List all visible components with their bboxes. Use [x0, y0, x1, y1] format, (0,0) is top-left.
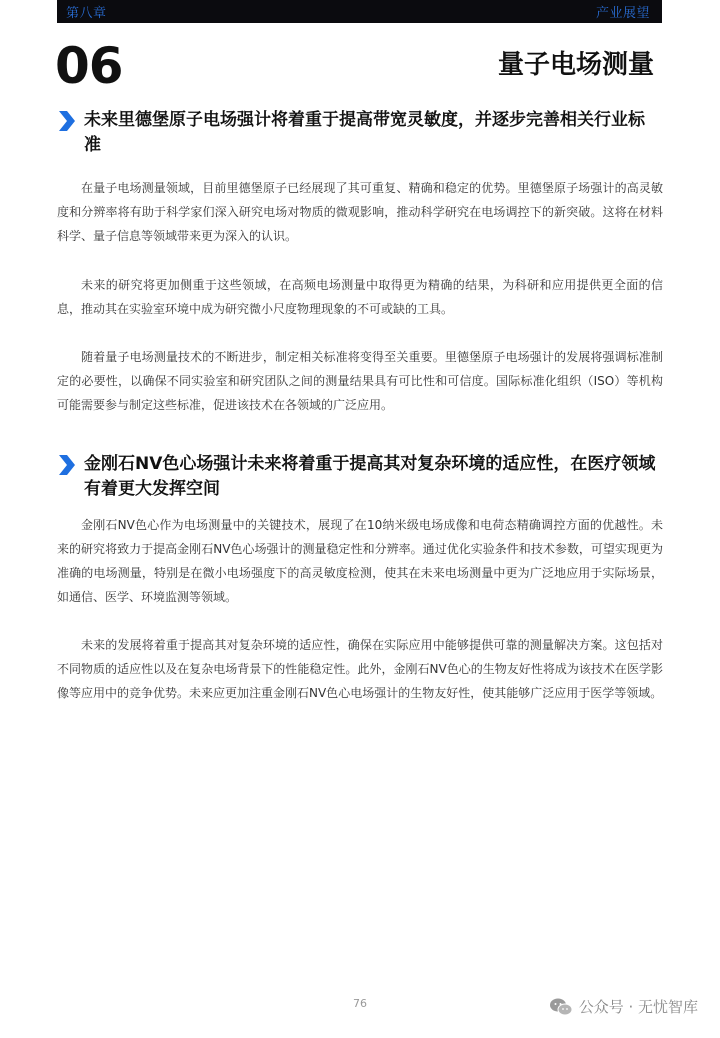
wechat-icon: [549, 997, 573, 1017]
paragraph: 未来的研究将更加侧重于这些领域，在高频电场测量中取得更为精确的结果，为科研和应用提供更全面的信息，推动其在实验室环境中成为研究微小尺度物理现象的不可或缺的工具。: [57, 278, 663, 316]
section-heading-1: [58, 108, 658, 158]
page-title: 量子电场测量: [497, 50, 654, 80]
chapter-label: 第八章: [66, 6, 107, 21]
chapter-number: 06: [55, 37, 123, 95]
chevron-right-icon: [58, 110, 76, 132]
paragraph: 随着量子电场测量技术的不断进步，制定相关标准将变得至关重要。里德堡原子电场强计的发展将强调标准制定的必要性，以确保不同实验室和研究团队之间的测量结果具有可比性和可信度。国际标准化组织（ISO）等机构可能需要参与制定这些标准，促进该技术在各领域的广泛应用。: [57, 350, 663, 412]
paragraph: 未来的发展将着重于提高其对复杂环境的适应性，确保在实际应用中能够提供可靠的测量解决方案。这包括对不同物质的适应性以及在复杂电场背景下的性能稳定性。此外，金刚石NV色心的生物友好性将成为该技术在医学影像等应用中的竞争优势。未来应更加注重金刚石NV色心电场强计的生物友好性，使其能够广泛应用于医学等领域。: [57, 638, 663, 700]
watermark-text: 公众号 · 无忧智库: [578, 998, 698, 1016]
page-number: 76: [353, 997, 367, 1010]
watermark: [549, 996, 698, 1017]
paragraph: 在量子电场测量领域，目前里德堡原子已经展现了其可重复、精确和稳定的优势。里德堡原子场强计的高灵敏度和分辨率将有助于科学家们深入研究电场对物质的微观影响，推动科学研究在电场调控下的新突破。这将在材料科学、量子信息等领域带来更为深入的认识。: [57, 181, 663, 243]
top-header-bar: [57, 0, 662, 23]
section-heading-text: 未来里德堡原子电场强计将着重于提高带宽灵敏度，并逐步完善相关行业标准: [84, 110, 645, 155]
section-heading-text: 金刚石NV色心场强计未来将着重于提高其对复杂环境的适应性，在医疗领域有着更大发挥空间: [84, 454, 656, 499]
paragraph: 金刚石NV色心作为电场测量中的关键技术，展现了在10纳米级电场成像和电荷态精确调控方面的优越性。未来的研究将致力于提高金刚石NV色心场强计的测量稳定性和分辨率。通过优化实验条件和技术参数，可望实现更为准确的电场测量，特别是在微小电场强度下的高灵敏度检测，使其在未来电场测量中更为广泛地应用于实际场景，如通信、医学、环境监测等领域。: [57, 518, 663, 604]
section-label: 产业展望: [595, 6, 650, 21]
section-heading-2: [58, 452, 658, 502]
chevron-right-icon: [58, 454, 76, 476]
